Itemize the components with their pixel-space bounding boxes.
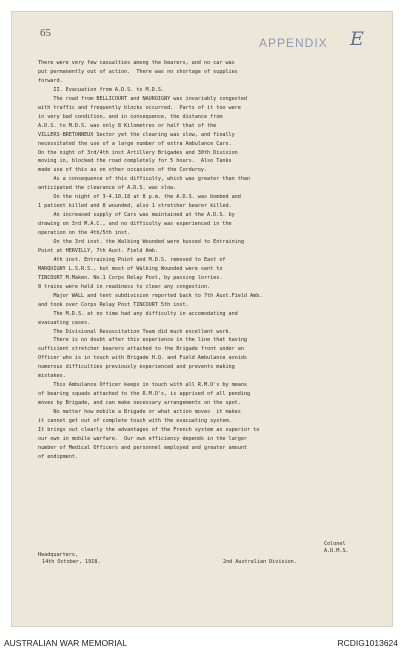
appendix-stamp: APPENDIX: [259, 36, 328, 50]
origin-date: 14th October, 1918.: [42, 559, 101, 565]
signature-formation: 2nd Australian Division.: [223, 559, 297, 565]
body-line: 1 patient killed and 8 wounded, also 1 stretcher bearer killed.: [38, 203, 232, 210]
page-number: 65: [40, 27, 51, 39]
body-line: mistakes.: [38, 373, 66, 380]
body-line: drawing on 3rd M.A.C., and no difficulty was experienced in the: [38, 221, 232, 228]
body-line: in very bad condition, and in consequence, the distance from: [38, 113, 223, 120]
body-line: 8 trains were held in readiness to clear any congestion.: [38, 283, 211, 290]
body-line: VILLERS-BRETONNEUX Sector yet the clearing was slow, and finally: [38, 131, 235, 138]
body-line: Officer who is in touch with Brigade H.Q. and Field Ambulance avoids: [38, 355, 247, 362]
body-line: operation on the 4th/5th inst.: [38, 230, 131, 236]
body-line: As a consequence of this difficulty, which was greater than than: [38, 176, 251, 183]
body-line: On the 3rd inst. the Walking Wounded were bussed to Entraining: [38, 239, 244, 245]
body-line: it cannot get out of complete touch with the evacuating system.: [38, 418, 232, 424]
body-line: There is no doubt after this experience in the line that having: [38, 337, 247, 344]
body-line: No matter how mobile a Brigade or what action moves it makes: [38, 409, 241, 415]
origin-place: Headquarters,: [38, 552, 78, 558]
body-line: moves by Brigade, and can make necessary arrangements on the spot.: [38, 400, 241, 407]
body-line: This Ambulance Officer keeps in touch with all R.M.O's by means: [38, 382, 247, 389]
body-line: with traffic and frequently blocks occurred. Parts of it too were: [38, 104, 241, 111]
handwritten-mark: E: [350, 28, 364, 50]
body-line: number of Medical Officers and personnel employed and greater amount: [38, 444, 247, 451]
body-line: and took over Corps Relay Post TINCOURT 5th inst.: [38, 301, 189, 308]
footer-right: RCDIG1013624: [337, 638, 398, 648]
body-line: TINCOURT M.Maken. No.1 Corps Relay Post, by passing lorries.: [38, 274, 223, 281]
body-line: It brings out clearly the advantages of the French system as superior to: [38, 426, 260, 433]
body-line: made use of this as on other occasions of the Corduroy.: [38, 167, 208, 174]
body-line: An increased supply of Cars was maintained at the A.D.S. by: [38, 212, 235, 219]
body-line: Point at HERVILLY, 7th Aust. Field Amb.: [38, 247, 158, 254]
body-line: On the night of 3rd/4th inst Artillery Brigades and 30th Division: [38, 149, 238, 156]
body-line: anticipated the clearance of A.D.S. was slow.: [38, 185, 177, 192]
footer-left: AUSTRALIAN WAR MEMORIAL: [4, 638, 127, 648]
body-line: A.D.S. to M.D.S. was only 8 Kilometres or half that of the: [38, 122, 217, 129]
body-line: II. Evacuation from A.D.S. to M.D.S.: [38, 86, 164, 93]
body-line: 4th inst. Entraining Point and M.D.S. removed to East of: [38, 256, 226, 263]
document-page: [11, 11, 393, 627]
signature-title: A.D.M.S.: [324, 548, 349, 554]
body-line: moving in, blocked the road completely for 5 hours. Also Tanks: [38, 158, 232, 165]
body-line: of endipment.: [38, 453, 78, 460]
body-line: put permanently out of action. There was no shortage of supplies: [38, 69, 238, 75]
body-line: MARQUIGNY L.S.R.S., but most of Walking Wounded were sent to: [38, 265, 223, 272]
body-line: The M.D.S. at no time had any difficulty in accomodating and: [38, 310, 238, 317]
body-line: The road from BELLICOURT and NAUROIGNY was invariably congested: [38, 95, 247, 102]
body-line: Major WALL and tent subdivision reported back to 7th Aust.Field Amb.: [38, 292, 263, 299]
body-line: forward.: [38, 77, 63, 84]
body-line: The Divisional Resuscitation Team did much excellent work.: [38, 328, 232, 335]
body-line: of bearing squads attached to the R.M.O's, is apprised of all pending: [38, 391, 251, 398]
body-line: our own in mobile warfare. Our own efficiency depends in the larger: [38, 435, 247, 442]
body-line: sufficient stretcher bearers attached to the Brigade front under an: [38, 346, 244, 353]
signature-rank: Colonel: [324, 541, 346, 547]
body-line: evacuating cases.: [38, 319, 91, 326]
body-line: necessitated the use of a large number of extra Ambulance Cars.: [38, 140, 232, 147]
body-line: On the night of 3-4.10.18 at 8 p.m. the A.D.S. was bombed and: [38, 194, 241, 201]
body-line: numerous difficulties previously experienced and prevents making: [38, 364, 235, 371]
body-line: There were very few casualties among the bearers, and no car was: [38, 60, 235, 66]
